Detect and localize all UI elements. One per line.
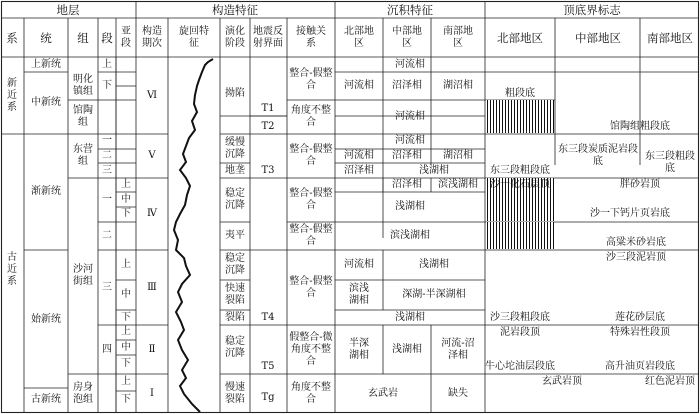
seismic-T2: T2 [261, 121, 275, 132]
sub-sha3-lower: 下 [121, 312, 131, 323]
stage-II: Ⅱ [148, 344, 156, 355]
col-evolution: 演化阶段 [225, 26, 245, 49]
col-system: 系 [6, 31, 18, 45]
evo-stable-3: 稳定沉降 [225, 336, 245, 359]
mark-sha3-coarse: 沙三段粗段底 [490, 312, 550, 323]
member-sha3: 三 [102, 282, 112, 293]
sed-missing: 缺失 [448, 388, 468, 399]
evo-rifting: 裂陷 [225, 312, 245, 323]
contact-4: 整合-假整合 [289, 188, 333, 211]
sed-sha4-north: 半深湖相 [349, 338, 369, 361]
sed-sha3u-north: 河流相 [344, 259, 374, 270]
series-miocene: 中新统 [31, 97, 61, 108]
sub-sha1-middle: 中 [121, 194, 131, 205]
seismic-T1: T1 [261, 103, 275, 114]
series-pliocene: 上新统 [31, 59, 61, 70]
contact-5: 整合-假整合 [289, 224, 333, 247]
sed-dong2-south: 湖沼相 [443, 150, 473, 161]
contact-8: 角度不整合 [291, 382, 331, 405]
mark-special-top: 特殊岩性段顶 [610, 327, 670, 338]
col-group: 组 [77, 31, 89, 45]
stage-VI: Ⅵ [146, 90, 158, 101]
member-upper: 上 [102, 59, 112, 70]
sub-sha4-lower: 下 [121, 358, 131, 369]
mark-gaosheng: 高升油页岩段底 [605, 361, 675, 372]
col-sed-south: 南部地区 [443, 26, 473, 49]
seismic-T3: T3 [261, 165, 275, 176]
sub-sha3-middle: 中 [121, 289, 131, 300]
evo-stable-2: 稳定沉降 [225, 253, 245, 276]
stage-IV: Ⅳ [147, 208, 157, 219]
member-sha2: 二 [102, 230, 112, 241]
hatched-block-lower [486, 222, 554, 249]
sed-sha3l-shallow: 浅湖相 [395, 312, 425, 323]
mark-red-top: 红色泥岩顶 [645, 376, 695, 387]
mark-sha3-mudstone: 沙三段泥岩顶 [606, 252, 666, 263]
stage-V: Ⅴ [148, 150, 156, 161]
member-sha1: 一 [102, 194, 112, 205]
sed-sha1-south: 滨浅湖相 [438, 179, 478, 190]
sed-sha4-south: 河流-沼泽相 [441, 338, 475, 361]
sed-sha2: 滨浅湖相 [390, 230, 430, 241]
sed-dong2-north: 河流相 [344, 150, 374, 161]
sed-south-lake-swamp: 湖沼相 [443, 80, 473, 91]
sub-fsp-upper: 上 [121, 376, 131, 387]
member-sha4: 四 [102, 344, 112, 355]
mark-basalt-top: 玄武岩顶 [542, 376, 582, 387]
sed-sha1-shallow: 浅湖相 [395, 201, 425, 212]
evo-uplift: 地垄 [225, 165, 245, 176]
col-contact: 接触关系 [296, 26, 326, 49]
hatched-block-top [486, 100, 554, 133]
system-neogene: 新近系 [7, 78, 17, 113]
mark-dong3-coarse-north: 东三段粗段底 [490, 165, 550, 176]
member-lower: 下 [102, 80, 112, 91]
group-fangshenpao: 房身泡组 [73, 382, 93, 405]
col-structural-stage: 构造期次 [142, 26, 162, 49]
contact-3: 整合-假整合 [289, 144, 333, 167]
seismic-T4: T4 [261, 312, 275, 323]
series-oligocene: 渐新统 [31, 186, 61, 197]
header-sedimentary: 沉积特征 [387, 3, 433, 17]
col-series: 统 [40, 31, 52, 45]
sed-dong3-north: 沼泽相 [344, 165, 374, 176]
mark-gaoliang: 高粱米砂岩底 [606, 237, 666, 248]
mark-fat-sandstone: 胖砂岩顶 [620, 179, 660, 190]
sed-middle-swamp: 沼泽相 [392, 80, 422, 91]
col-sed-north: 北部地区 [344, 26, 374, 49]
contact-1: 整合-假整合 [289, 68, 333, 91]
col-member: 段 [101, 31, 113, 45]
sub-fsp-lower: 下 [121, 394, 131, 405]
sub-sha4-middle: 中 [121, 342, 131, 353]
col-seismic: 地震反射界面 [253, 26, 283, 49]
sed-sha3u-shallow: 浅湖相 [419, 259, 449, 270]
sed-dong1-fluvial: 河流相 [395, 135, 425, 146]
sed-dong2-middle: 沼泽相 [392, 150, 422, 161]
group-guantao: 馆陶组 [73, 105, 93, 128]
sed-dong3-mid-south: 浅湖相 [419, 165, 449, 176]
contact-2: 角度不整合 [291, 105, 331, 128]
evo-depression: 拗陷 [225, 88, 245, 99]
system-paleogene: 古近系 [7, 252, 17, 287]
sed-sha1-middle: 沼泽相 [392, 179, 422, 190]
sed-guantao-fluvial: 河流相 [395, 111, 425, 122]
group-dongying: 东营组 [73, 144, 93, 167]
mark-lotus-sand: 莲花砂层底 [615, 312, 665, 323]
mark-guantao-coarse: 馆陶组粗段底 [610, 121, 670, 132]
stage-III: Ⅲ [147, 282, 157, 293]
evo-fast-rifting: 快速裂陷 [225, 283, 245, 306]
sub-sha3-upper: 上 [121, 259, 131, 270]
sed-sha3m-deep: 深湖-半深湖相 [402, 289, 466, 300]
col-mark-south: 南部地区 [647, 31, 693, 45]
sed-sha3m-north: 滨浅湖相 [349, 283, 369, 306]
sub-sha1-upper: 上 [121, 179, 131, 190]
col-mark-north: 北部地区 [497, 31, 543, 45]
sed-basalt: 玄武岩 [368, 388, 398, 399]
evo-planation: 夷平 [225, 230, 245, 241]
evo-slow-rifting: 慢速裂陷 [225, 382, 245, 405]
member-dong1: 一 [102, 135, 112, 146]
contact-6: 整合-假整合 [289, 276, 333, 299]
sed-fluvial-top: 河流相 [395, 59, 425, 70]
col-mark-middle: 中部地区 [575, 31, 621, 45]
header-tectonic: 构造特征 [212, 3, 258, 17]
mark-niuxintuo: 牛心坨油层段底 [485, 361, 555, 372]
sub-sha1-lower: 下 [121, 208, 131, 219]
series-eocene: 始新统 [31, 314, 61, 325]
sed-north-fluvial: 河流相 [344, 80, 374, 91]
mark-sha1-shale: 沙一下钙片页岩底 [590, 208, 670, 219]
col-cycle: 旋回特征 [179, 26, 209, 49]
mark-dong3-carbonaceous: 东三段炭质泥岩段底 [558, 144, 638, 167]
group-minghuazhen: 明化镇组 [73, 74, 93, 97]
mark-sha1-limestone: 沙一化石层顶 [490, 179, 550, 190]
contact-7: 假整合-微角度不整合 [289, 332, 333, 367]
member-dong3: 三 [102, 165, 112, 176]
sub-sha4-upper: 上 [121, 326, 131, 337]
seismic-Tg: Tg [261, 392, 275, 403]
mark-dong3-coarse-south: 东三段粗段底 [645, 151, 695, 174]
seismic-T5: T5 [261, 361, 275, 372]
col-submember: 亚段 [121, 26, 131, 49]
evo-stable-1: 稳定沉降 [225, 188, 245, 211]
group-shahejie: 沙河街组 [73, 264, 93, 287]
stage-I: Ⅰ [150, 388, 154, 399]
evo-slow-subsidence: 缓慢沉降 [225, 137, 245, 160]
mark-mudstone-top: 泥岩段顶 [500, 327, 540, 338]
member-dong2: 二 [102, 150, 112, 161]
header-top-bottom: 顶底界标志 [563, 3, 621, 17]
cycle-curve [174, 59, 213, 412]
header-strata: 地层 [56, 3, 80, 17]
col-sed-middle: 中部地区 [392, 26, 422, 49]
mark-coarse-bottom: 粗段底 [505, 88, 535, 99]
sed-sha4-middle: 浅湖相 [392, 344, 422, 355]
series-paleocene: 古新统 [31, 394, 61, 405]
